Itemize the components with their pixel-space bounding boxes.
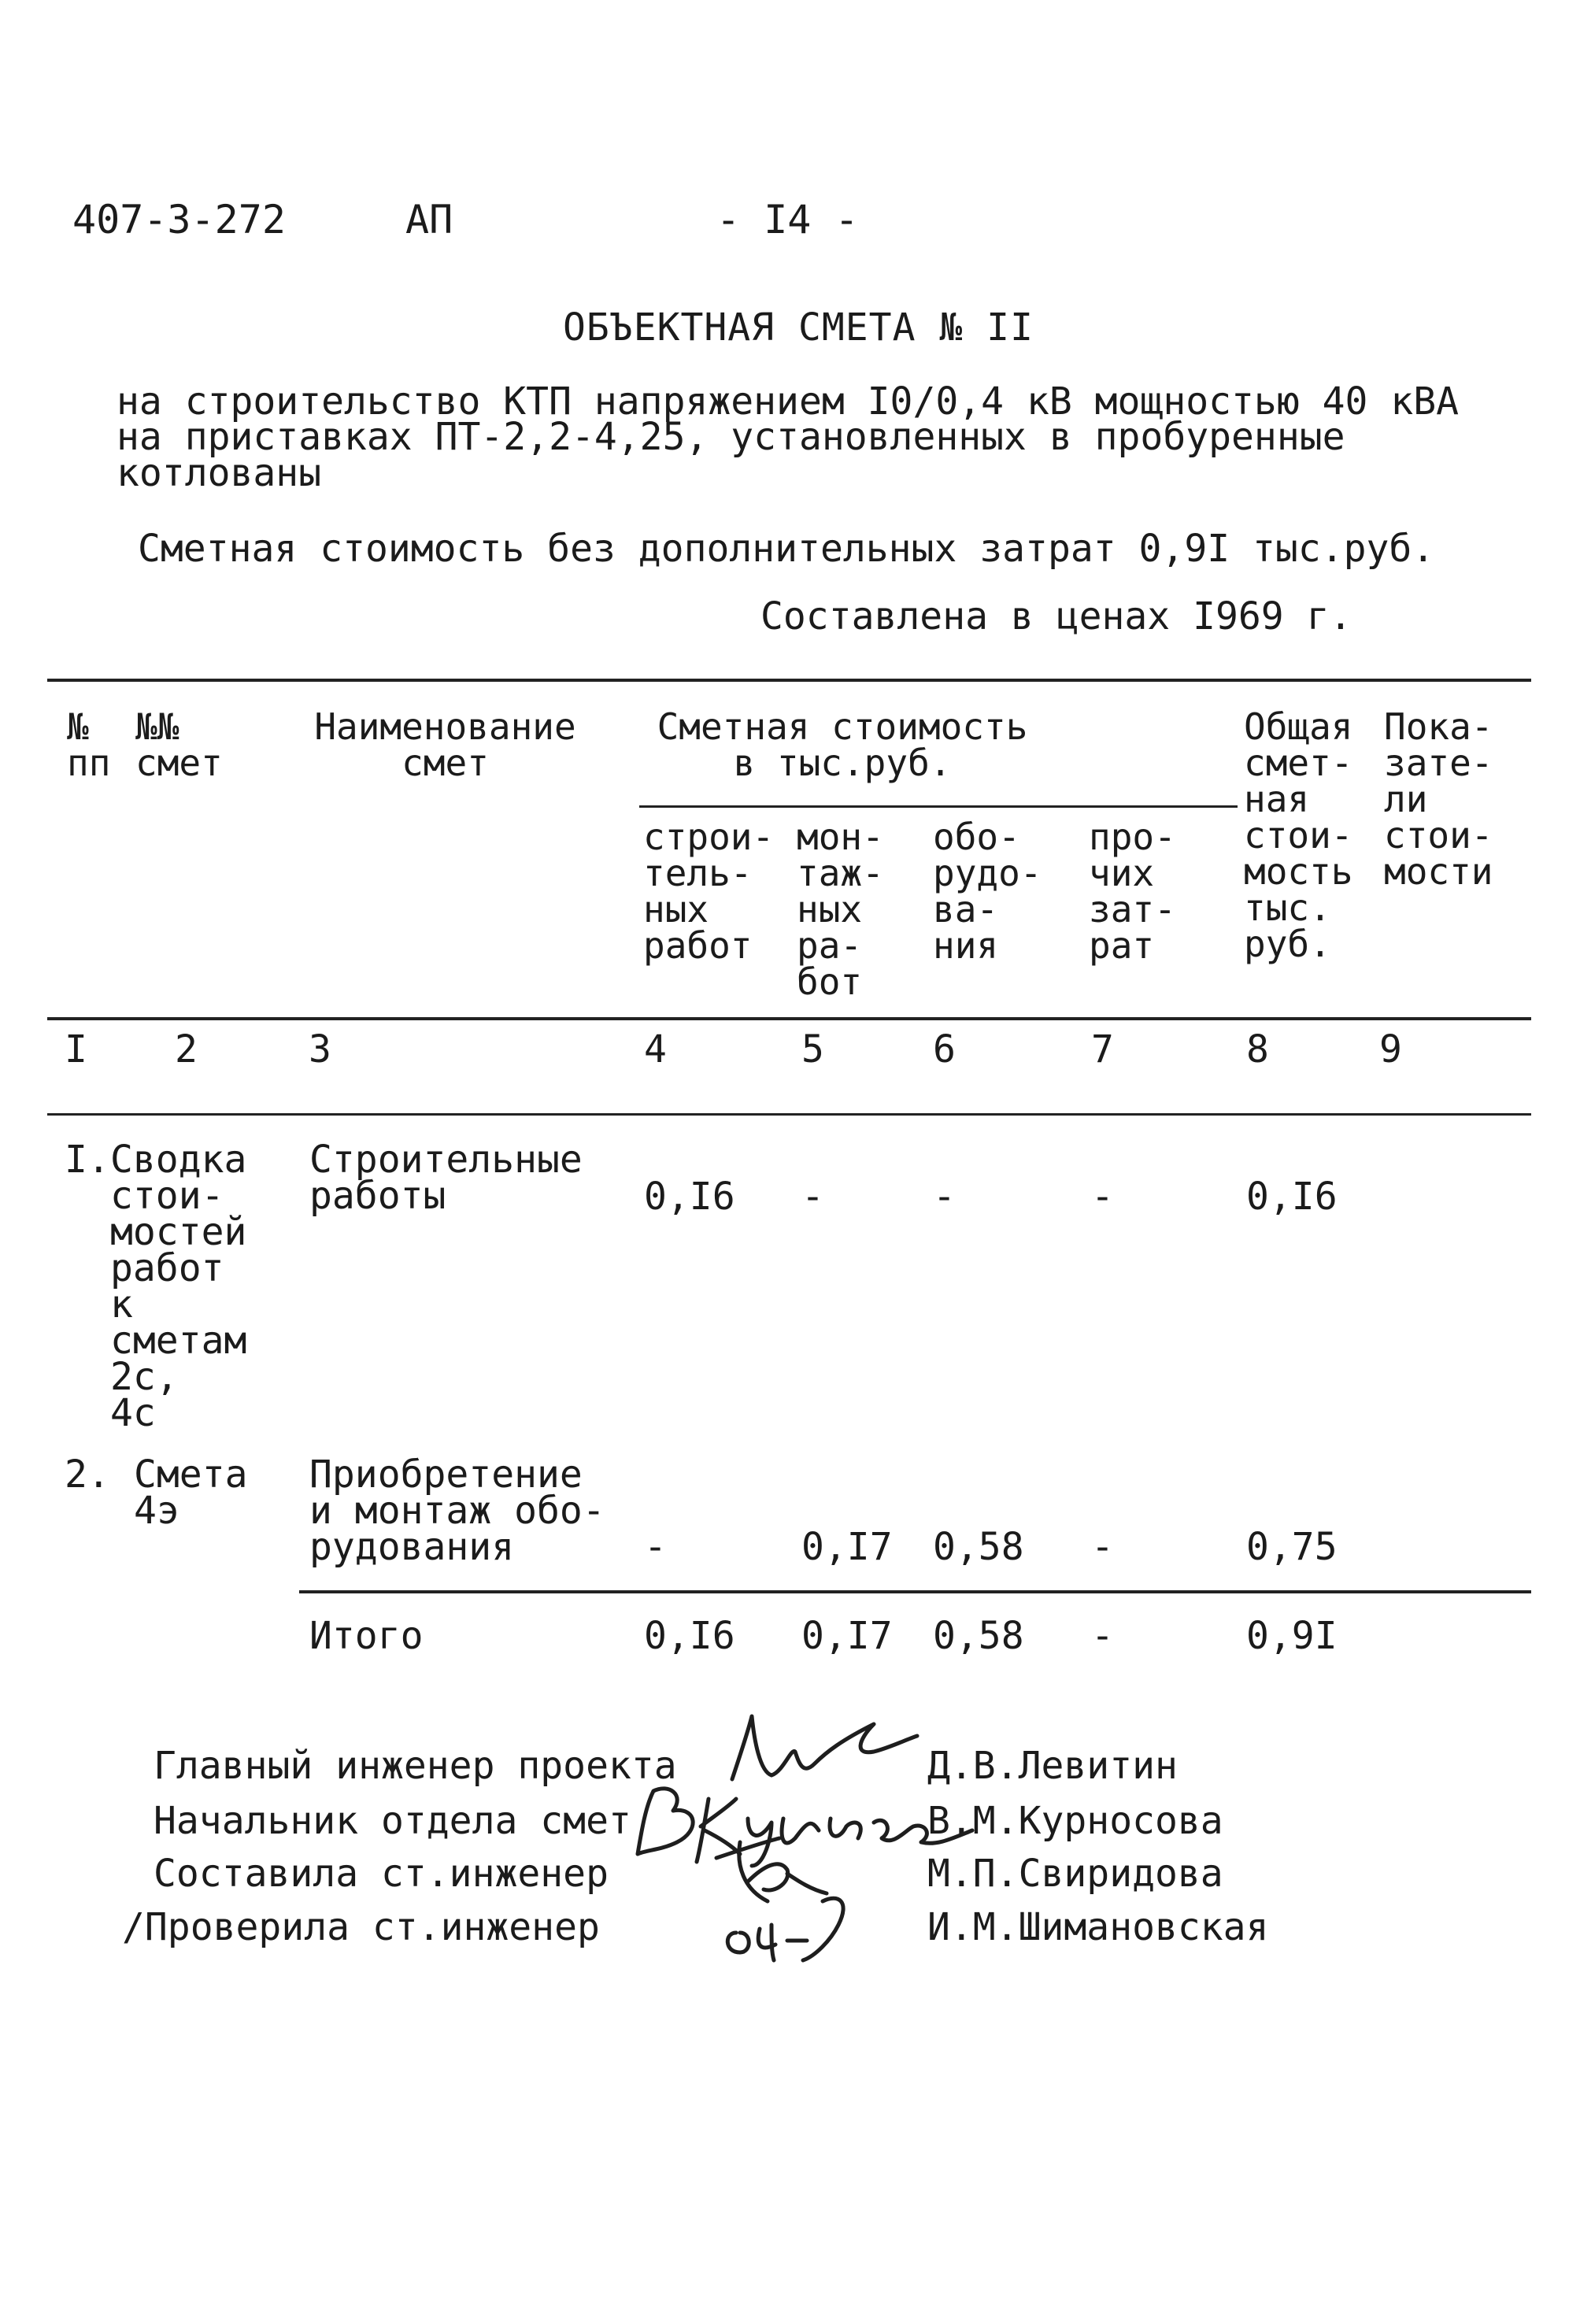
total-label: Итого xyxy=(309,1614,424,1658)
row-1-other: - xyxy=(1091,1175,1114,1219)
row-1-construction: 0,I6 xyxy=(644,1175,735,1219)
column-number: 5 xyxy=(801,1027,824,1071)
estimated-cost-line: Сметная стоимость без дополнительных затрат 0,9I тыс.руб. xyxy=(138,527,1435,571)
header-col-3: Наименование смет xyxy=(314,705,576,784)
column-number: 3 xyxy=(309,1027,331,1071)
column-number: 4 xyxy=(644,1027,667,1071)
signature-role-chief-engineer: Главный инженер проекта xyxy=(154,1744,677,1788)
row-2-total: 0,75 xyxy=(1246,1525,1338,1569)
row-1-equipment: - xyxy=(933,1175,956,1219)
signature-role-compiler: Составила ст.инженер xyxy=(154,1852,609,1896)
row-2-name: Приобретение и монтаж обо- рудования xyxy=(309,1452,605,1569)
row-1-installation: - xyxy=(801,1175,824,1219)
signature-role-estimates-head: Начальник отдела смет xyxy=(154,1799,631,1843)
row-2-other: - xyxy=(1091,1525,1114,1569)
row-2-construction: - xyxy=(644,1525,667,1569)
column-number: 7 xyxy=(1091,1027,1114,1071)
row-1-total: 0,I6 xyxy=(1246,1175,1338,1219)
row-2-equipment: 0,58 xyxy=(933,1525,1024,1569)
table-top-rule xyxy=(47,679,1531,682)
total-rule xyxy=(299,1590,1531,1593)
header-bottom-rule xyxy=(47,1017,1531,1020)
total-grand: 0,9I xyxy=(1246,1614,1338,1658)
header-col-8: Общая смет- ная стои- мость тыс. руб. xyxy=(1244,705,1353,965)
subject-line-3: котлованы xyxy=(117,451,322,495)
group-header-rule xyxy=(639,805,1238,808)
column-number: I xyxy=(65,1027,87,1071)
row-2-estimate-ref: Смета 4э xyxy=(134,1452,248,1533)
signature-role-checker: /Проверила ст.инженер xyxy=(122,1905,600,1949)
header-col-6: обо- рудо- ва- ния xyxy=(933,816,1042,967)
total-other: - xyxy=(1091,1614,1114,1658)
subject-line-2: на приставках ПТ-2,2-4,25, установленных в пробуренные xyxy=(117,415,1345,459)
signature-name-compiler: М.П.Свиридова xyxy=(927,1852,1223,1896)
header-col-2: №№ смет xyxy=(135,705,223,784)
document-code: 407-3-272 xyxy=(72,197,286,242)
header-col-9: Пока- зате- ли стои- мости xyxy=(1384,705,1493,893)
row-1-number: I. xyxy=(65,1138,110,1182)
row-2-installation: 0,I7 xyxy=(801,1525,893,1569)
total-equipment: 0,58 xyxy=(933,1614,1024,1658)
header-col-1: № пп xyxy=(67,705,111,784)
header-group: Сметная стоимость в тыс.руб. xyxy=(657,705,1028,784)
header-col-7: про- чих зат- рат xyxy=(1089,816,1176,967)
column-number: 9 xyxy=(1379,1027,1402,1071)
page-number: - I4 - xyxy=(716,197,859,242)
subject-line-1: на строительство КТП напряжением I0/0,4 кВ мощностью 40 кВА xyxy=(117,379,1460,424)
signature-name-chief-engineer: Д.В.Левитин xyxy=(927,1744,1178,1788)
page-title: ОБЪЕКТНАЯ СМЕТА № II xyxy=(563,305,1034,350)
total-installation: 0,I7 xyxy=(801,1614,893,1658)
prices-year-line: Составлена в ценах I969 г. xyxy=(760,594,1352,638)
handwritten-signature-checker xyxy=(712,1885,870,1964)
section-code: АП xyxy=(405,197,453,242)
row-2-number: 2. xyxy=(65,1452,110,1497)
row-1-name: Строительные работы xyxy=(309,1138,583,1218)
total-construction: 0,I6 xyxy=(644,1614,735,1658)
column-number: 8 xyxy=(1246,1027,1269,1071)
header-col-4: строи- тель- ных работ xyxy=(643,816,775,967)
column-number: 6 xyxy=(933,1027,956,1071)
header-col-5: мон- таж- ных ра- бот xyxy=(797,816,884,1003)
row-1-estimate-ref: Сводка стои- мостей работ к сметам 2с, 4с xyxy=(110,1138,247,1435)
column-number-rule xyxy=(47,1113,1531,1116)
signature-name-estimates-head: В.М.Курносова xyxy=(927,1799,1223,1843)
signature-name-checker: И.М.Шимановская xyxy=(927,1905,1269,1949)
column-number: 2 xyxy=(175,1027,198,1071)
